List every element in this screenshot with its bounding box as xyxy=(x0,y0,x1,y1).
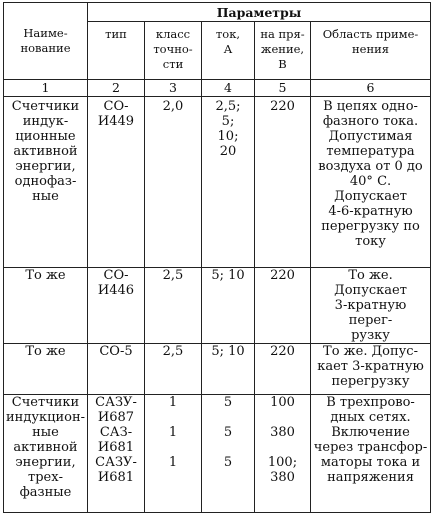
row-voltage: 220 xyxy=(270,268,295,283)
row-current-cell xyxy=(202,395,255,513)
row-name: То же xyxy=(25,344,66,359)
parameters-table xyxy=(3,2,431,513)
header-name xyxy=(4,3,88,80)
row-type-cell xyxy=(88,97,145,268)
column-number-row xyxy=(4,80,431,97)
row-accuracy-class: 1 xyxy=(168,455,178,470)
row-name-cell xyxy=(4,395,88,513)
header-row-1 xyxy=(4,3,431,22)
row-current: 5 xyxy=(223,455,233,470)
row-accuracy-class: 1 xyxy=(168,395,178,410)
row-voltage: 220 xyxy=(270,344,295,359)
row-type: САЗ- И681 xyxy=(97,425,135,455)
row-voltage: 380 xyxy=(270,425,295,440)
row-application-cell xyxy=(311,344,431,395)
header-type xyxy=(88,22,145,80)
row-current: 5 xyxy=(223,395,233,410)
row-application: То же. Допускает 3-кратную перег- рузку xyxy=(334,268,407,343)
row-type: СО-5 xyxy=(99,344,133,359)
row-name: То же xyxy=(25,268,66,283)
header-type-text: тип xyxy=(105,27,127,41)
row-current: 5; 10 xyxy=(211,268,245,283)
row-application-cell xyxy=(311,268,431,344)
row-voltage-cell xyxy=(255,97,311,268)
header-voltage xyxy=(255,22,311,80)
row-current-cell xyxy=(202,268,255,344)
row-voltage: 100 xyxy=(270,395,295,410)
column-number: 2 xyxy=(88,80,145,97)
row-name-cell xyxy=(4,97,88,268)
header-voltage-text: на пря- жение, В xyxy=(260,27,305,71)
row-application: То же. Допус- кает 3-кратную перегрузку xyxy=(317,344,424,389)
row-application: В трехпрово- дных сетях. Включение через трансфор- маторы тока и напряжения xyxy=(313,395,428,485)
row-current: 2,5; 5; 10; 20 xyxy=(215,99,241,159)
header-params-text: Параметры xyxy=(216,4,302,20)
row-type: САЗУ- И687 xyxy=(95,395,137,425)
row-current-cell xyxy=(202,344,255,395)
row-name: Счетчики индукцион- ные активной энергии, трех- фазные xyxy=(6,395,86,500)
row-name-cell xyxy=(4,344,88,395)
row-current: 5 xyxy=(223,425,233,440)
column-number: 4 xyxy=(202,80,255,97)
row-accuracy-class: 1 xyxy=(168,425,178,440)
row-type-cell xyxy=(88,344,145,395)
header-name-text: Наиме- нование xyxy=(20,26,71,55)
row-name: Счетчики индук- ционные активной энергии, однофаз- ные xyxy=(11,99,80,204)
column-number: 6 xyxy=(311,80,431,97)
row-current-cell xyxy=(202,97,255,268)
column-number: 5 xyxy=(255,80,311,97)
row-application: В цепях одно- фазного тока. Допустимая температура воздуха от 0 до 40° С. Допускает 4-6-кратную перегрузку по току xyxy=(318,99,423,249)
header-accuracy-class xyxy=(145,22,202,80)
row-accuracy-class: 2,0 xyxy=(162,99,184,114)
table-row xyxy=(4,344,431,395)
table-row xyxy=(4,97,431,268)
table-row xyxy=(4,268,431,344)
row-type: САЗУ- И681 xyxy=(95,455,137,485)
row-accuracy-class: 2,5 xyxy=(162,268,184,283)
row-accuracy-cell xyxy=(145,97,202,268)
row-type: СО- И449 xyxy=(97,99,135,129)
row-voltage: 220 xyxy=(270,99,295,114)
header-current xyxy=(202,22,255,80)
row-accuracy-cell xyxy=(145,268,202,344)
column-number: 3 xyxy=(145,80,202,97)
row-name-cell xyxy=(4,268,88,344)
row-voltage: 100; 380 xyxy=(267,455,298,485)
header-current-text: ток, А xyxy=(215,27,241,56)
row-type-cell xyxy=(88,395,145,513)
row-accuracy-class: 2,5 xyxy=(162,344,184,359)
row-application-cell xyxy=(311,395,431,513)
row-type: СО- И446 xyxy=(97,268,135,298)
column-number: 1 xyxy=(4,80,88,97)
row-type-cell xyxy=(88,268,145,344)
header-params xyxy=(88,3,431,22)
row-accuracy-cell xyxy=(145,344,202,395)
row-current: 5; 10 xyxy=(211,344,245,359)
header-accuracy-class-text: класс точно- сти xyxy=(153,27,193,71)
table-row xyxy=(4,395,431,513)
row-voltage-cell xyxy=(255,268,311,344)
row-application-cell xyxy=(311,97,431,268)
row-accuracy-cell xyxy=(145,395,202,513)
header-application xyxy=(311,22,431,80)
row-voltage-cell xyxy=(255,395,311,513)
header-application-text: Область приме- нения xyxy=(322,27,419,56)
row-voltage-cell xyxy=(255,344,311,395)
